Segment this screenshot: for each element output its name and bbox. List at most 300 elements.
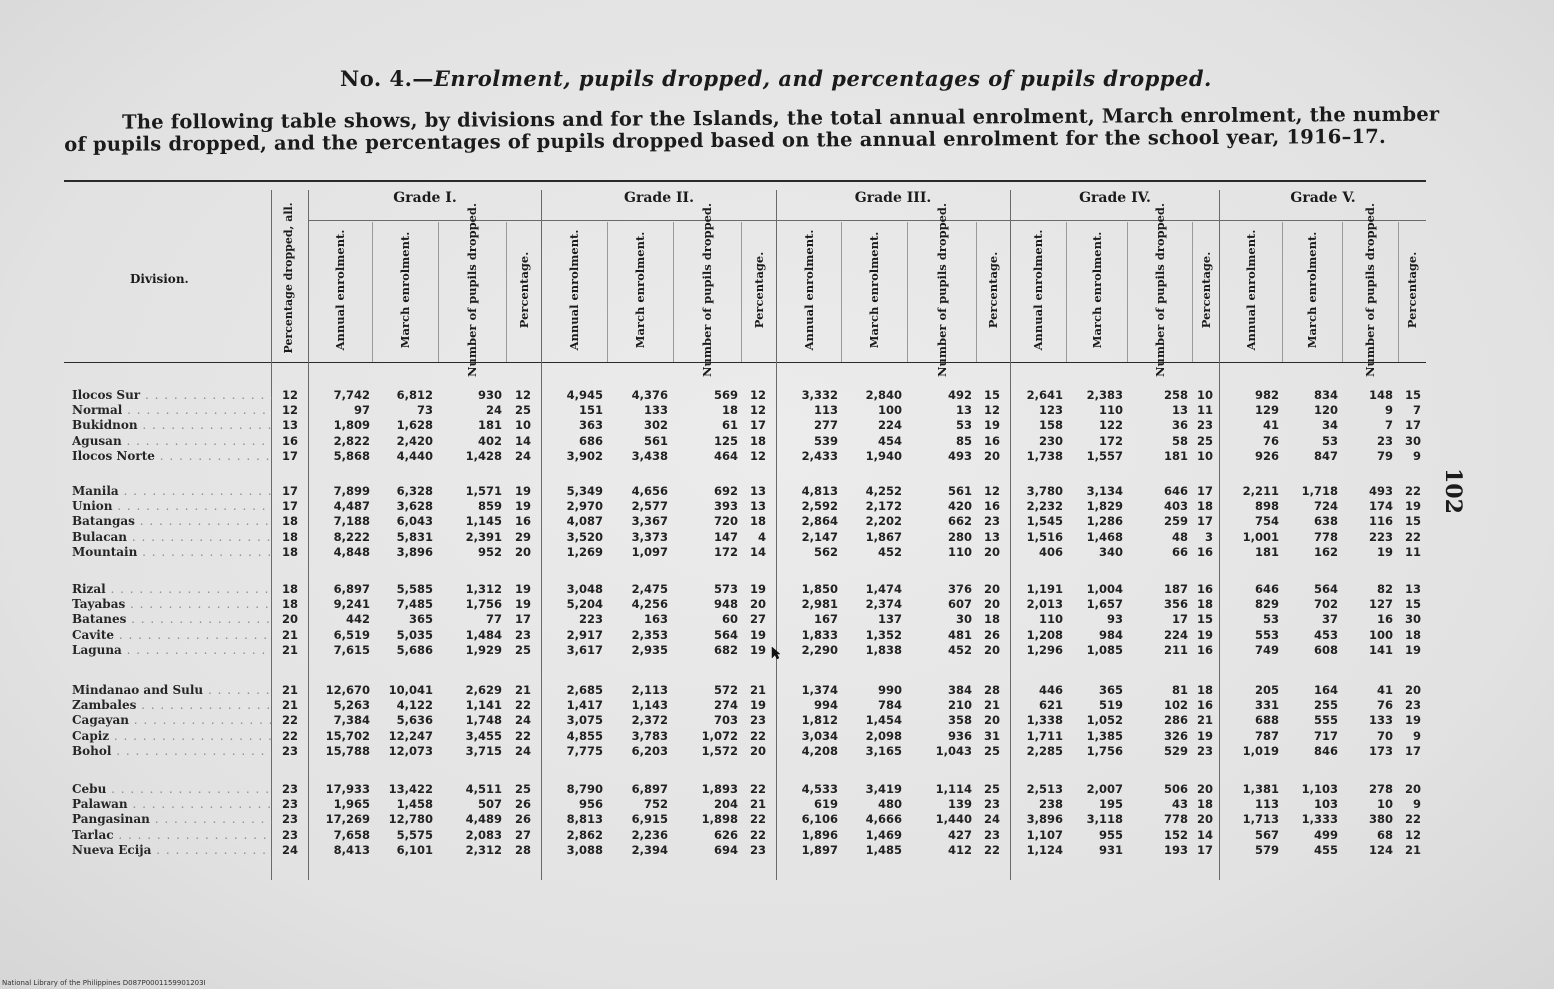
grade-5-cell: 19: [1404, 642, 1421, 657]
grade-2-cell: 948: [713, 597, 738, 612]
grade-5-cell: 70: [1376, 728, 1393, 743]
grade-2-cell: 61: [721, 418, 738, 433]
grade-1-cell: 10,041: [388, 683, 433, 697]
grade-3-cell: 15: [983, 388, 1000, 402]
grade-4-cell: 1,286: [1086, 514, 1123, 529]
grade-4-cell: 66: [1171, 544, 1188, 559]
grade-2-cell: 3,075: [566, 713, 603, 728]
grade-1-header: Grade I.: [393, 190, 457, 206]
grade-4-cell: 10: [1196, 388, 1213, 402]
grade-5-cell: 19: [1404, 499, 1421, 514]
subheader-grade-2-col-2: March enrolment.: [633, 231, 647, 349]
grade-3-cell: 25: [983, 743, 1000, 758]
grade-3-cell: 13: [955, 403, 972, 418]
grade-1-cell: 19: [514, 582, 531, 596]
grade-3-cell: 20: [983, 544, 1000, 559]
grade-4-cell: 16: [1196, 544, 1213, 559]
grade-3-cell: 20: [983, 582, 1000, 596]
grade-5-cell: 1,019: [1242, 743, 1279, 758]
grade-5-cell: 17: [1404, 743, 1421, 758]
grade-1-cell: 1,628: [396, 418, 433, 433]
grade-4-cell: 2,383: [1086, 388, 1123, 402]
grade-1-cell: 29: [514, 529, 531, 544]
subheader-grade-5-col-2: March enrolment.: [1305, 231, 1319, 349]
pct-all-header: Percentage dropped, all.: [282, 202, 295, 354]
grade-1-cell: 2,083: [465, 827, 502, 842]
grade-1-cell: 25: [514, 403, 531, 418]
grade-2-cell: 569: [713, 388, 738, 402]
grade-5-cell: 76: [1376, 698, 1393, 713]
grade-5-cell: 18: [1404, 627, 1421, 642]
pct-all-cell: 18: [281, 529, 298, 544]
grade-3-cell: 3,332: [801, 388, 838, 402]
grade-1-cell: 12,073: [388, 743, 433, 758]
pct-all-cell: 13: [281, 418, 298, 433]
grade-5-cell: 133: [1368, 713, 1393, 728]
grade-1-cell: 13,422: [388, 782, 433, 796]
grade-4-cell: 16: [1196, 698, 1213, 713]
grade-1-cell: 952: [477, 544, 502, 559]
pct-all-cell: 23: [281, 782, 298, 796]
subheader-grade-1-col-3: Number of pupils dropped.: [465, 203, 479, 377]
pct-all-cell: 12: [281, 388, 298, 402]
subheader-grade-1-col-4: Percentage.: [516, 251, 531, 329]
grade-2-cell: 3,438: [631, 448, 668, 463]
grade-2-cell: 1,269: [566, 544, 603, 559]
grade-3-cell: 936: [947, 728, 972, 743]
grade-1-cell: 4,487: [333, 499, 370, 514]
table-row: [0, 744, 1554, 759]
grade-1-cell: 10: [514, 418, 531, 433]
grade-2-cell: 5,204: [566, 597, 603, 612]
grade-5-cell: 116: [1368, 514, 1393, 529]
grade-5-cell: 1,333: [1301, 812, 1338, 827]
grade-4-cell: 13: [1171, 403, 1188, 418]
grade-3-cell: 210: [947, 698, 972, 713]
grade-5-cell: 380: [1368, 812, 1393, 827]
grade-1-cell: 19: [514, 499, 531, 514]
grade-2-cell: 4,945: [566, 388, 603, 402]
pct-all-cell: 21: [281, 642, 298, 657]
grade-2-cell: 3,783: [631, 728, 668, 743]
grade-5-cell: 493: [1368, 484, 1393, 498]
grade-5-cell: 10: [1376, 797, 1393, 812]
grade-2-cell: 274: [713, 698, 738, 713]
grade-1-cell: 25: [514, 782, 531, 796]
grade-3-cell: 3,165: [865, 743, 902, 758]
grade-1-cell: 7,899: [333, 484, 370, 498]
grade-5-cell: 76: [1262, 433, 1279, 448]
subheader-grade-4-col-3: Number of pupils dropped.: [1152, 203, 1167, 377]
subheader-grade-1-col-1: Annual enrolment.: [333, 229, 347, 351]
grade-5-cell: 120: [1313, 403, 1338, 418]
pct-all-cell: 18: [281, 582, 298, 596]
grade-1-cell: 3,896: [396, 544, 433, 559]
grade-1-cell: 15,788: [325, 743, 370, 758]
grade-5-cell: 982: [1254, 388, 1279, 402]
grade-4-cell: 646: [1163, 484, 1188, 498]
grade-5-cell: 21: [1404, 842, 1421, 857]
grade-5-cell: 11: [1404, 544, 1421, 559]
grade-4-cell: 356: [1163, 597, 1188, 612]
grade-2-cell: 3,520: [566, 529, 603, 544]
grade-3-cell: 23: [983, 514, 1000, 529]
grade-3-cell: 18: [983, 612, 1000, 627]
grade-4-cell: 17: [1196, 842, 1213, 857]
grade-1-cell: 5,868: [333, 448, 370, 463]
grade-2-cell: 147: [713, 529, 738, 544]
grade-3-cell: 1,454: [865, 713, 902, 728]
grade-5-cell: 847: [1313, 448, 1338, 463]
grade-4-cell: 20: [1196, 812, 1213, 827]
grade-5-cell: 15: [1404, 597, 1421, 612]
grade-1-cell: 8,413: [333, 842, 370, 857]
grade-2-cell: 682: [713, 642, 738, 657]
grade-4-cell: 1,468: [1086, 529, 1123, 544]
grade-2-cell: 1,143: [631, 698, 668, 713]
grade-1-cell: 7,188: [333, 514, 370, 529]
grade-3-cell: 3,419: [865, 782, 902, 796]
pct-all-cell: 23: [281, 743, 298, 758]
grade-2-cell: 22: [749, 728, 766, 743]
grade-3-cell: 1,474: [865, 582, 902, 596]
grade-2-cell: 2,917: [566, 627, 603, 642]
table-title-text: Enrolment, pupils dropped, and percentages of pupils dropped.: [433, 66, 1212, 91]
grade-2-cell: 363: [578, 418, 603, 433]
grade-3-cell: 1,440: [935, 812, 972, 827]
grade-5-cell: 702: [1313, 597, 1338, 612]
table-row: [0, 843, 1554, 858]
grade-2-cell: 17: [749, 418, 766, 433]
grade-2-cell: 21: [749, 683, 766, 697]
division-name: Cagayan . . .: [72, 713, 272, 728]
grade-1-cell: 1,748: [465, 713, 502, 728]
grade-2-cell: 2,236: [631, 827, 668, 842]
grade-1-cell: 4,848: [333, 544, 370, 559]
grade-3-cell: 13: [983, 529, 1000, 544]
grade-3-cell: 24: [983, 812, 1000, 827]
grade-2-cell: 27: [749, 612, 766, 627]
grade-4-cell: 19: [1196, 728, 1213, 743]
grade-3-cell: 1,812: [801, 713, 838, 728]
grade-3-cell: 1,374: [801, 683, 838, 697]
grade-2-cell: 12: [749, 403, 766, 418]
table-row: [0, 388, 1554, 403]
pct-all-cell: 21: [281, 698, 298, 713]
grade-4-cell: 1,085: [1086, 642, 1123, 657]
grade-1-cell: 17,269: [325, 812, 370, 827]
grade-2-cell: 692: [713, 484, 738, 498]
grade-4-cell: 1,829: [1086, 499, 1123, 514]
grade-3-cell: 28: [983, 683, 1000, 697]
grade-4-cell: 2,013: [1026, 597, 1063, 612]
grade-3-cell: 784: [877, 698, 902, 713]
grade-5-cell: 129: [1254, 403, 1279, 418]
grade-4-cell: 1,557: [1086, 448, 1123, 463]
grade-3-cell: 1,114: [935, 782, 972, 796]
grade-1-cell: 3,628: [396, 499, 433, 514]
table-title: [340, 66, 1240, 91]
grade-5-cell: 638: [1313, 514, 1338, 529]
table-row: [0, 530, 1554, 545]
grade-1-cell: 507: [477, 797, 502, 812]
grade-3-cell: 280: [947, 529, 972, 544]
grade-4-cell: 931: [1098, 842, 1123, 857]
grade-1-cell: 12: [514, 388, 531, 402]
division-name: Tayabas . . .: [72, 597, 272, 612]
grade-2-cell: 172: [713, 544, 738, 559]
grade-3-cell: 2,864: [801, 514, 838, 529]
grade-4-cell: 506: [1163, 782, 1188, 796]
grade-1-cell: 7,742: [333, 388, 370, 402]
table-row: [0, 683, 1554, 698]
grade-4-cell: 3: [1204, 529, 1213, 544]
grade-3-cell: 23: [983, 797, 1000, 812]
grade-2-cell: 223: [578, 612, 603, 627]
grade-2-cell: 1,417: [566, 698, 603, 713]
grade-2-cell: 2,970: [566, 499, 603, 514]
grade-1-cell: 2,629: [465, 683, 502, 697]
grade-4-cell: 984: [1098, 627, 1123, 642]
grade-5-cell: 22: [1404, 812, 1421, 827]
grade-5-cell: 555: [1313, 713, 1338, 728]
grade-3-cell: 12: [983, 484, 1000, 498]
grade-3-cell: 358: [947, 713, 972, 728]
subheader-grade-3-col-4: Percentage.: [986, 251, 1000, 329]
grade-1-cell: 17,933: [325, 782, 370, 796]
grade-2-cell: 14: [749, 544, 766, 559]
grade-4-cell: 11: [1196, 403, 1213, 418]
division-name: Agusan . . .: [72, 434, 272, 449]
grade-4-cell: 259: [1163, 514, 1188, 529]
grade-5-cell: 9: [1412, 448, 1421, 463]
division-name: Batanes . . .: [72, 612, 272, 627]
mouse-cursor-icon: [771, 646, 781, 660]
grade-4-cell: 1,191: [1026, 582, 1063, 596]
grade-1-cell: 19: [514, 484, 531, 498]
grade-3-cell: 452: [877, 544, 902, 559]
grade-3-cell: 4,533: [801, 782, 838, 796]
grade-3-cell: 376: [947, 582, 972, 596]
grade-5-cell: 23: [1376, 433, 1393, 448]
grade-2-cell: 3,617: [566, 642, 603, 657]
page-number: 102: [1440, 468, 1466, 514]
grade-3-cell: 2,202: [865, 514, 902, 529]
table-row: [0, 713, 1554, 728]
grade-2-cell: 564: [713, 627, 738, 642]
pct-all-cell: 23: [281, 797, 298, 812]
grade-4-cell: 2,232: [1026, 499, 1063, 514]
grade-5-cell: 174: [1368, 499, 1393, 514]
grade-1-cell: 77: [485, 612, 502, 627]
grade-1-cell: 6,812: [396, 388, 433, 402]
grade-3-cell: 1,867: [865, 529, 902, 544]
grade-5-cell: 162: [1313, 544, 1338, 559]
grade-4-cell: 1,756: [1086, 743, 1123, 758]
grade-4-cell: 2,285: [1026, 743, 1063, 758]
grade-5-cell: 608: [1313, 642, 1338, 657]
grade-1-cell: 4,489: [465, 812, 502, 827]
grade-3-cell: 20: [983, 448, 1000, 463]
grade-2-cell: 561: [643, 433, 668, 448]
grade-5-cell: 19: [1376, 544, 1393, 559]
grade-5-cell: 41: [1262, 418, 1279, 433]
grade-2-cell: 2,475: [631, 582, 668, 596]
grade-3-cell: 539: [813, 433, 838, 448]
grade-2-cell: 204: [713, 797, 738, 812]
table-top-rule: [64, 180, 1426, 182]
grade-4-cell: 16: [1196, 582, 1213, 596]
grade-3-cell: 2,290: [801, 642, 838, 657]
subheader-grade-2-col-3: Number of pupils dropped.: [700, 203, 714, 377]
grade-4-cell: 15: [1196, 612, 1213, 627]
table-row: [0, 545, 1554, 560]
grade-3-cell: 22: [983, 842, 1000, 857]
subheader-grade-5-col-3: Number of pupils dropped.: [1363, 203, 1377, 377]
grade-3-cell: 1,896: [801, 827, 838, 842]
grade-5-cell: 12: [1404, 827, 1421, 842]
grade-3-cell: 420: [947, 499, 972, 514]
grade-4-cell: 187: [1163, 582, 1188, 596]
grade-4-cell: 36: [1171, 418, 1188, 433]
grade-1-cell: 12,670: [325, 683, 370, 697]
grade-5-cell: 22: [1404, 529, 1421, 544]
grade-3-cell: 110: [947, 544, 972, 559]
grade-3-cell: 2,840: [865, 388, 902, 402]
grade-5-cell: 834: [1313, 388, 1338, 402]
grade-3-cell: 412: [947, 842, 972, 857]
grade-4-cell: 211: [1163, 642, 1188, 657]
grade-1-cell: 14: [514, 433, 531, 448]
grade-3-cell: 1,485: [865, 842, 902, 857]
grade-1-cell: 1,141: [465, 698, 502, 713]
grade-1-cell: 859: [477, 499, 502, 514]
grade-2-cell: 1,097: [631, 544, 668, 559]
grade-5-cell: 113: [1254, 797, 1279, 812]
table-number: No. 4.—: [340, 66, 434, 91]
grade-2-cell: 720: [713, 514, 738, 529]
grade-4-cell: 446: [1038, 683, 1063, 697]
grade-2-cell: 2,685: [566, 683, 603, 697]
grade-1-cell: 2,420: [396, 433, 433, 448]
grade-4-header: Grade IV.: [1079, 190, 1151, 206]
grade-1-cell: 1,145: [465, 514, 502, 529]
grade-4-cell: 286: [1163, 713, 1188, 728]
grade-2-cell: 393: [713, 499, 738, 514]
grade-2-cell: 13: [749, 484, 766, 498]
grade-4-cell: 102: [1163, 698, 1188, 713]
grade-2-cell: 4,087: [566, 514, 603, 529]
grade-3-cell: 1,352: [865, 627, 902, 642]
grade-5-cell: 453: [1313, 627, 1338, 642]
pct-all-cell: 18: [281, 514, 298, 529]
grade-3-cell: 619: [813, 797, 838, 812]
grade-5-cell: 898: [1254, 499, 1279, 514]
grade-4-cell: 1,545: [1026, 514, 1063, 529]
grade-5-cell: 37: [1321, 612, 1338, 627]
grade-4-cell: 195: [1098, 797, 1123, 812]
grade-3-cell: 2,433: [801, 448, 838, 463]
grade-4-cell: 1,107: [1026, 827, 1063, 842]
grade-1-cell: 4,440: [396, 448, 433, 463]
grade-5-cell: 7: [1384, 418, 1393, 433]
grade-1-cell: 73: [416, 403, 433, 418]
grade-4-cell: 1,052: [1086, 713, 1123, 728]
grade-5-cell: 16: [1376, 612, 1393, 627]
table-row: [0, 612, 1554, 627]
grade-5-cell: 164: [1313, 683, 1338, 697]
grade-5-cell: 1,381: [1242, 782, 1279, 796]
table-row: [0, 434, 1554, 449]
grade-4-cell: 18: [1196, 597, 1213, 612]
grade-3-cell: 662: [947, 514, 972, 529]
grade-5-cell: 20: [1404, 782, 1421, 796]
grade-3-cell: 607: [947, 597, 972, 612]
grade-5-cell: 1,718: [1301, 484, 1338, 498]
grade-3-cell: 4,252: [865, 484, 902, 498]
grade-4-cell: 17: [1196, 514, 1213, 529]
grade-2-cell: 20: [749, 597, 766, 612]
grade-4-cell: 365: [1098, 683, 1123, 697]
grade-2-cell: 18: [749, 433, 766, 448]
grade-5-cell: 9: [1412, 728, 1421, 743]
grade-1-cell: 12,247: [388, 728, 433, 743]
grade-2-cell: 686: [578, 433, 603, 448]
grade-2-cell: 4,256: [631, 597, 668, 612]
grade-3-cell: 454: [877, 433, 902, 448]
division-name: Palawan . . .: [72, 797, 272, 812]
grade-3-cell: 20: [983, 642, 1000, 657]
grade-1-cell: 1,458: [396, 797, 433, 812]
grade-1-cell: 1,929: [465, 642, 502, 657]
grade-2-cell: 13: [749, 499, 766, 514]
grade-5-cell: 717: [1313, 728, 1338, 743]
grade-2-cell: 6,203: [631, 743, 668, 758]
grade-1-cell: 26: [514, 812, 531, 827]
grade-1-cell: 28: [514, 842, 531, 857]
grade-1-cell: 1,312: [465, 582, 502, 596]
grade-3-cell: 384: [947, 683, 972, 697]
grade-4-cell: 10: [1196, 448, 1213, 463]
grade-3-cell: 277: [813, 418, 838, 433]
grade-5-cell: 749: [1254, 642, 1279, 657]
grade-1-cell: 1,571: [465, 484, 502, 498]
grade-4-cell: 230: [1038, 433, 1063, 448]
grade-2-cell: 4,656: [631, 484, 668, 498]
grade-4-cell: 18: [1196, 797, 1213, 812]
grade-3-header: Grade III.: [854, 190, 932, 206]
pct-all-cell: 12: [281, 403, 298, 418]
division-name: Ilocos Sur . . .: [72, 388, 272, 403]
grade-4-cell: 238: [1038, 797, 1063, 812]
subheader-grade-4-col-4: Percentage.: [1198, 251, 1213, 329]
division-name: Mindanao and Sulu . . .: [72, 683, 272, 698]
grade-5-cell: 15: [1404, 514, 1421, 529]
grade-5-cell: 553: [1254, 627, 1279, 642]
grade-3-cell: 19: [983, 418, 1000, 433]
grade-4-cell: 152: [1163, 827, 1188, 842]
subheader-grade-5-col-1: Annual enrolment.: [1243, 229, 1258, 351]
table-row: [0, 484, 1554, 499]
table-header-rule: [64, 362, 1426, 363]
grade-4-cell: 1,711: [1026, 728, 1063, 743]
grade-4-cell: 158: [1038, 418, 1063, 433]
grade-1-cell: 6,101: [396, 842, 433, 857]
division-name: Laguna . . .: [72, 643, 272, 658]
grade-2-cell: 4: [757, 529, 766, 544]
grade-3-cell: 167: [813, 612, 838, 627]
grade-3-cell: 16: [983, 499, 1000, 514]
